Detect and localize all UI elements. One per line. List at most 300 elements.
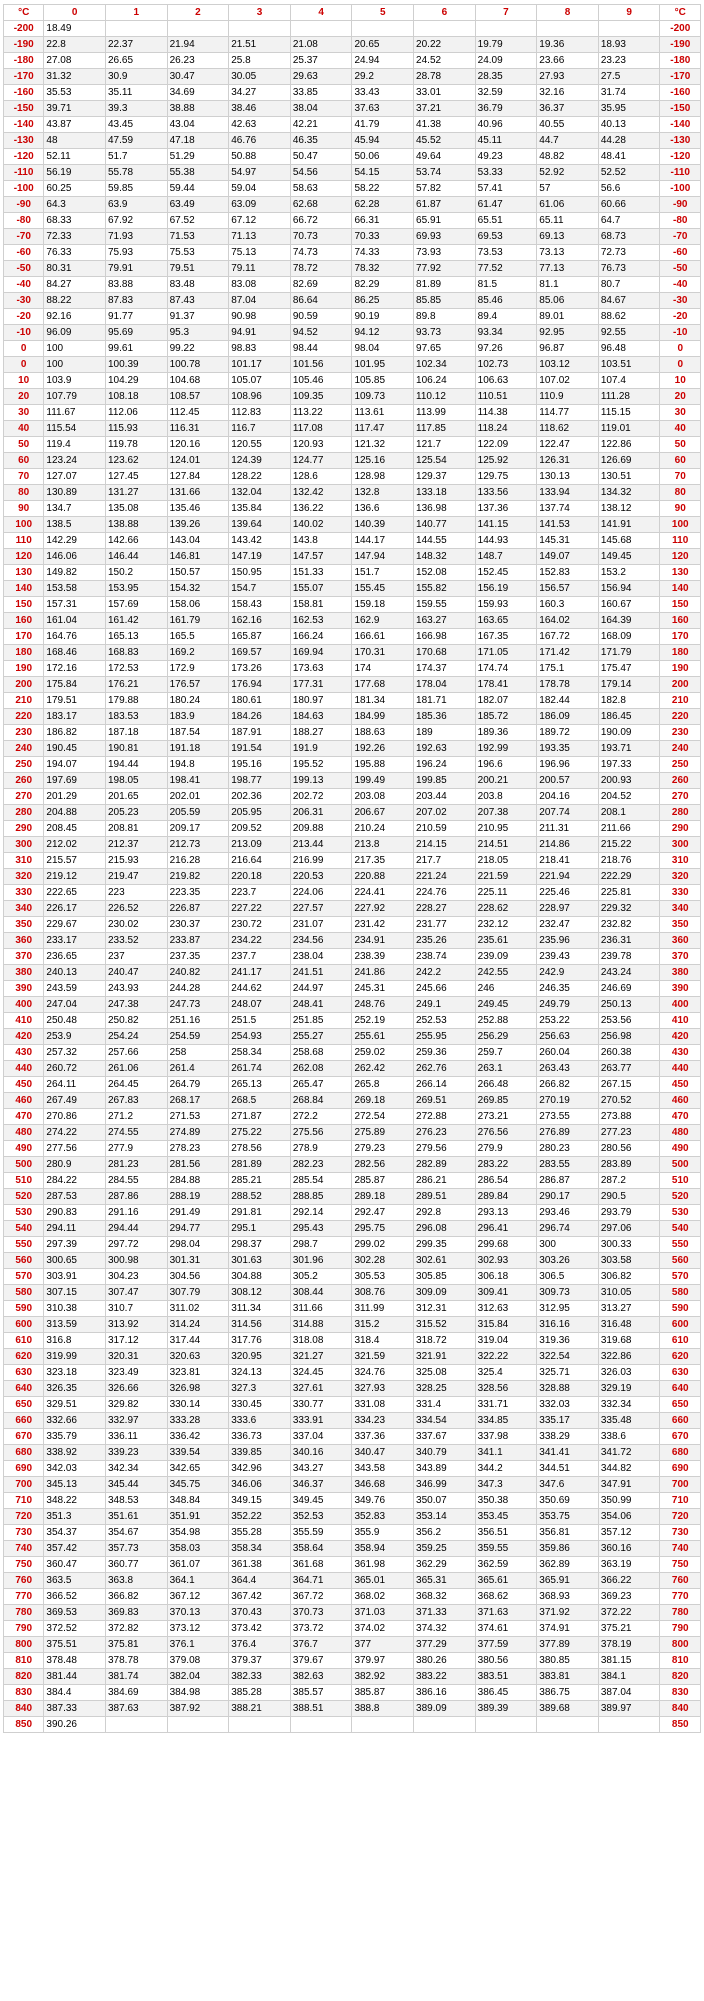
cell: 163.27 (414, 613, 476, 629)
cell: 347.91 (598, 1477, 660, 1493)
row-header-right: -10 (660, 325, 701, 341)
cell: 150.57 (167, 565, 229, 581)
cell: 313.27 (598, 1301, 660, 1317)
cell: 381.15 (598, 1653, 660, 1669)
cell: 104.29 (106, 373, 168, 389)
cell: 341.72 (598, 1445, 660, 1461)
row-header-right: 270 (660, 789, 701, 805)
cell: 291.81 (229, 1205, 291, 1221)
cell: 383.81 (537, 1669, 599, 1685)
cell: 349.76 (352, 1493, 414, 1509)
row-header-left: 0 (4, 341, 44, 357)
cell: 19.36 (537, 37, 599, 53)
cell: 295.75 (352, 1221, 414, 1237)
cell: 290.5 (598, 1189, 660, 1205)
cell: 343.27 (290, 1461, 352, 1477)
cell: 63.09 (229, 197, 291, 213)
cell: 138.88 (106, 517, 168, 533)
cell: 224.06 (290, 885, 352, 901)
cell: 160.3 (537, 597, 599, 613)
cell: 389.68 (537, 1701, 599, 1717)
cell: 83.48 (167, 277, 229, 293)
cell: 55.78 (106, 165, 168, 181)
cell: 70.33 (352, 229, 414, 245)
table-row (4, 1109, 701, 1125)
cell: 52.92 (537, 165, 599, 181)
cell: 161.42 (106, 613, 168, 629)
column-header-4: 4 (290, 5, 352, 21)
cell: 72.33 (44, 229, 106, 245)
cell: 134.7 (44, 501, 106, 517)
table-row (4, 1045, 701, 1061)
table-row (4, 1461, 701, 1477)
cell: 255.27 (290, 1029, 352, 1045)
cell: 180.97 (290, 693, 352, 709)
cell: 289.84 (475, 1189, 537, 1205)
cell: 342.03 (44, 1461, 106, 1477)
cell: 251.16 (167, 1013, 229, 1029)
cell: 244.28 (167, 981, 229, 997)
cell: 100 (44, 357, 106, 373)
cell: 289.18 (352, 1189, 414, 1205)
cell: 75.53 (167, 245, 229, 261)
cell: 162.16 (229, 613, 291, 629)
row-header-left: 170 (4, 629, 44, 645)
temperature-resistance-table (3, 4, 701, 1733)
cell: 66.72 (290, 213, 352, 229)
table-row (4, 821, 701, 837)
cell: 22.8 (44, 37, 106, 53)
cell: 342.34 (106, 1461, 168, 1477)
table-row (4, 69, 701, 85)
table-row (4, 1253, 701, 1269)
cell: 29.63 (290, 69, 352, 85)
table-row (4, 1477, 701, 1493)
cell (537, 1717, 599, 1733)
row-header-right: -160 (660, 85, 701, 101)
cell: 374.02 (352, 1621, 414, 1637)
table-row (4, 213, 701, 229)
cell: 114.38 (475, 405, 537, 421)
cell: 89.8 (414, 309, 476, 325)
cell: 296.08 (414, 1221, 476, 1237)
cell: 129.37 (414, 469, 476, 485)
cell: 338.29 (537, 1429, 599, 1445)
cell: 333.91 (290, 1413, 352, 1429)
cell: 334.54 (414, 1413, 476, 1429)
cell: 347.3 (475, 1477, 537, 1493)
cell: 270.86 (44, 1109, 106, 1125)
cell: 252.19 (352, 1013, 414, 1029)
cell: 221.94 (537, 869, 599, 885)
row-header-left: 130 (4, 565, 44, 581)
cell: 147.19 (229, 549, 291, 565)
cell: 192.26 (352, 741, 414, 757)
cell: 112.45 (167, 405, 229, 421)
cell: 220.18 (229, 869, 291, 885)
cell: 216.28 (167, 853, 229, 869)
cell: 64.7 (598, 213, 660, 229)
row-header-right: 510 (660, 1173, 701, 1189)
cell: 387.04 (598, 1685, 660, 1701)
cell: 262.76 (414, 1061, 476, 1077)
cell: 315.84 (475, 1317, 537, 1333)
cell: 188.63 (352, 725, 414, 741)
row-header-right: 330 (660, 885, 701, 901)
cell: 269.85 (475, 1093, 537, 1109)
cell: 88.62 (598, 309, 660, 325)
table-row (4, 997, 701, 1013)
cell: 49.23 (475, 149, 537, 165)
cell: 263.77 (598, 1061, 660, 1077)
cell: 78.32 (352, 261, 414, 277)
cell: 200.93 (598, 773, 660, 789)
cell: 47.59 (106, 133, 168, 149)
cell: 45.11 (475, 133, 537, 149)
cell: 139.26 (167, 517, 229, 533)
cell: 328.25 (414, 1381, 476, 1397)
cell: 300.65 (44, 1253, 106, 1269)
cell: 185.72 (475, 709, 537, 725)
cell: 288.52 (229, 1189, 291, 1205)
table-row (4, 773, 701, 789)
cell: 357.42 (44, 1541, 106, 1557)
cell: 36.37 (537, 101, 599, 117)
cell: 24.94 (352, 53, 414, 69)
cell: 45.94 (352, 133, 414, 149)
row-header-left: 40 (4, 421, 44, 437)
row-header-right: 320 (660, 869, 701, 885)
cell: 96.48 (598, 341, 660, 357)
cell: 27.08 (44, 53, 106, 69)
cell: 345.44 (106, 1477, 168, 1493)
row-header-right: 260 (660, 773, 701, 789)
row-header-left: -140 (4, 117, 44, 133)
cell: 353.14 (414, 1509, 476, 1525)
row-header-left: 830 (4, 1685, 44, 1701)
cell: 327.61 (290, 1381, 352, 1397)
row-header-right: 360 (660, 933, 701, 949)
cell: 247.04 (44, 997, 106, 1013)
cell: 376.1 (167, 1637, 229, 1653)
cell: 258.68 (290, 1045, 352, 1061)
cell: 261.06 (106, 1061, 168, 1077)
cell: 161.79 (167, 613, 229, 629)
cell: 368.62 (475, 1589, 537, 1605)
cell: 304.23 (106, 1269, 168, 1285)
cell: 295.1 (229, 1221, 291, 1237)
row-header-right: 140 (660, 581, 701, 597)
cell: 167.35 (475, 629, 537, 645)
row-header-right: 790 (660, 1621, 701, 1637)
row-header-left: 630 (4, 1365, 44, 1381)
cell: 191.9 (290, 741, 352, 757)
cell: 327.3 (229, 1381, 291, 1397)
table-row (4, 1717, 701, 1733)
cell: 381.74 (106, 1669, 168, 1685)
cell: 130.89 (44, 485, 106, 501)
cell: 260.04 (537, 1045, 599, 1061)
cell: 372.22 (598, 1605, 660, 1621)
table-row (4, 869, 701, 885)
cell: 237.35 (167, 949, 229, 965)
cell: 171.42 (537, 645, 599, 661)
row-header-left: -40 (4, 277, 44, 293)
cell: 37.63 (352, 101, 414, 117)
cell: 133.94 (537, 485, 599, 501)
cell: 110.12 (414, 389, 476, 405)
cell: 207.74 (537, 805, 599, 821)
cell: 372.82 (106, 1621, 168, 1637)
cell: 202.01 (167, 789, 229, 805)
cell: 240.13 (44, 965, 106, 981)
cell: 363.5 (44, 1573, 106, 1589)
row-header-left: 260 (4, 773, 44, 789)
cell: 266.48 (475, 1077, 537, 1093)
cell: 380.85 (537, 1653, 599, 1669)
cell: 152.45 (475, 565, 537, 581)
cell: 125.54 (414, 453, 476, 469)
cell: 303.58 (598, 1253, 660, 1269)
cell: 371.92 (537, 1605, 599, 1621)
cell: 41.79 (352, 117, 414, 133)
table-row (4, 789, 701, 805)
cell: 312.95 (537, 1301, 599, 1317)
table-row (4, 1173, 701, 1189)
table-row (4, 357, 701, 373)
cell: 110.9 (537, 389, 599, 405)
cell: 105.07 (229, 373, 291, 389)
cell: 265.13 (229, 1077, 291, 1093)
cell: 279.9 (475, 1141, 537, 1157)
cell: 63.9 (106, 197, 168, 213)
cell: 103.12 (537, 357, 599, 373)
table-row (4, 533, 701, 549)
cell: 24.52 (414, 53, 476, 69)
cell: 178.04 (414, 677, 476, 693)
row-header-right: 10 (660, 373, 701, 389)
cell: 241.17 (229, 965, 291, 981)
cell: 116.7 (229, 421, 291, 437)
cell: 282.23 (290, 1157, 352, 1173)
row-header-left: 570 (4, 1269, 44, 1285)
cell: 143.04 (167, 533, 229, 549)
row-header-left: -120 (4, 149, 44, 165)
cell: 324.13 (229, 1365, 291, 1381)
row-header-left: 250 (4, 757, 44, 773)
cell: 105.46 (290, 373, 352, 389)
cell: 181.71 (414, 693, 476, 709)
cell: 375.51 (44, 1637, 106, 1653)
cell: 356.81 (537, 1525, 599, 1541)
cell: 388.21 (229, 1701, 291, 1717)
table-row (4, 581, 701, 597)
row-header-right: 450 (660, 1077, 701, 1093)
cell: 210.95 (475, 821, 537, 837)
cell: 269.51 (414, 1093, 476, 1109)
cell: 321.59 (352, 1349, 414, 1365)
row-header-right: 300 (660, 837, 701, 853)
row-header-left: 770 (4, 1589, 44, 1605)
cell: 246.69 (598, 981, 660, 997)
cell: 350.99 (598, 1493, 660, 1509)
cell: 144.55 (414, 533, 476, 549)
cell: 162.53 (290, 613, 352, 629)
cell: 379.37 (229, 1653, 291, 1669)
cell: 319.99 (44, 1349, 106, 1365)
cell: 294.11 (44, 1221, 106, 1237)
cell: 206.67 (352, 805, 414, 821)
cell: 378.48 (44, 1653, 106, 1669)
cell: 59.85 (106, 181, 168, 197)
cell: 97.65 (414, 341, 476, 357)
row-header-right: 90 (660, 501, 701, 517)
cell: 282.89 (414, 1157, 476, 1173)
cell: 259.7 (475, 1045, 537, 1061)
cell: 103.9 (44, 373, 106, 389)
cell: 330.77 (290, 1397, 352, 1413)
cell: 203.44 (414, 789, 476, 805)
cell: 277.56 (44, 1141, 106, 1157)
cell: 127.45 (106, 469, 168, 485)
cell: 318.08 (290, 1333, 352, 1349)
cell: 166.61 (352, 629, 414, 645)
cell: 107.02 (537, 373, 599, 389)
cell: 166.24 (290, 629, 352, 645)
cell: 316.8 (44, 1333, 106, 1349)
cell: 215.93 (106, 853, 168, 869)
cell: 186.45 (598, 709, 660, 725)
cell: 298.7 (290, 1237, 352, 1253)
cell: 28.78 (414, 69, 476, 85)
cell: 255.61 (352, 1029, 414, 1045)
cell: 170.68 (414, 645, 476, 661)
cell: 231.77 (414, 917, 476, 933)
table-row (4, 1637, 701, 1653)
cell: 152.08 (414, 565, 476, 581)
cell: 106.24 (414, 373, 476, 389)
cell: 341.1 (475, 1445, 537, 1461)
cell: 299.35 (414, 1237, 476, 1253)
cell: 241.86 (352, 965, 414, 981)
row-header-left: 210 (4, 693, 44, 709)
cell: 123.24 (44, 453, 106, 469)
cell: 329.51 (44, 1397, 106, 1413)
cell: 102.73 (475, 357, 537, 373)
table-row (4, 981, 701, 997)
cell: 144.17 (352, 533, 414, 549)
cell: 223 (106, 885, 168, 901)
cell: 287.86 (106, 1189, 168, 1205)
row-header-left: -130 (4, 133, 44, 149)
cell: 267.83 (106, 1093, 168, 1109)
row-header-left: 440 (4, 1061, 44, 1077)
row-header-left: 560 (4, 1253, 44, 1269)
cell: 355.59 (290, 1525, 352, 1541)
cell: 68.73 (598, 229, 660, 245)
row-header-left: 60 (4, 453, 44, 469)
cell: 95.69 (106, 325, 168, 341)
cell: 216.64 (229, 853, 291, 869)
cell: 311.66 (290, 1301, 352, 1317)
cell: 291.49 (167, 1205, 229, 1221)
cell: 278.23 (167, 1141, 229, 1157)
row-header-left: 500 (4, 1157, 44, 1173)
cell: 156.94 (598, 581, 660, 597)
cell: 116.31 (167, 421, 229, 437)
cell: 149.82 (44, 565, 106, 581)
cell: 382.92 (352, 1669, 414, 1685)
cell: 375.21 (598, 1621, 660, 1637)
cell: 60.66 (598, 197, 660, 213)
table-row (4, 549, 701, 565)
cell: 280.9 (44, 1157, 106, 1173)
cell: 168.83 (106, 645, 168, 661)
cell: 130.13 (537, 469, 599, 485)
cell: 309.41 (475, 1285, 537, 1301)
cell: 92.55 (598, 325, 660, 341)
table-row (4, 805, 701, 821)
cell: 287.2 (598, 1173, 660, 1189)
cell: 129.75 (475, 469, 537, 485)
cell: 268.5 (229, 1093, 291, 1109)
cell: 350.07 (414, 1493, 476, 1509)
cell: 288.19 (167, 1189, 229, 1205)
cell: 383.22 (414, 1669, 476, 1685)
cell: 52.52 (598, 165, 660, 181)
cell: 375.81 (106, 1637, 168, 1653)
cell: 240.82 (167, 965, 229, 981)
cell: 387.63 (106, 1701, 168, 1717)
row-header-right: 720 (660, 1509, 701, 1525)
table-row (4, 37, 701, 53)
row-header-right: 710 (660, 1493, 701, 1509)
row-header-right: 640 (660, 1381, 701, 1397)
cell: 326.66 (106, 1381, 168, 1397)
row-header-left: 270 (4, 789, 44, 805)
cell: 275.56 (290, 1125, 352, 1141)
row-header-left: -10 (4, 325, 44, 341)
cell: 225.81 (598, 885, 660, 901)
cell: 247.73 (167, 997, 229, 1013)
cell: 248.41 (290, 997, 352, 1013)
cell: 143.42 (229, 533, 291, 549)
cell: 238.04 (290, 949, 352, 965)
cell: 360.47 (44, 1557, 106, 1573)
table-row (4, 597, 701, 613)
cell: 305.85 (414, 1269, 476, 1285)
cell: 273.21 (475, 1109, 537, 1125)
cell: 260.38 (598, 1045, 660, 1061)
table-row (4, 885, 701, 901)
cell: 135.08 (106, 501, 168, 517)
cell: 250.13 (598, 997, 660, 1013)
row-header-right: 840 (660, 1701, 701, 1717)
cell: 132.42 (290, 485, 352, 501)
cell: 319.68 (598, 1333, 660, 1349)
cell: 351.3 (44, 1509, 106, 1525)
row-header-right: 730 (660, 1525, 701, 1541)
table-row (4, 197, 701, 213)
cell: 182.44 (537, 693, 599, 709)
row-header-right: -80 (660, 213, 701, 229)
cell: 208.1 (598, 805, 660, 821)
cell: 54.56 (290, 165, 352, 181)
cell: 236.65 (44, 949, 106, 965)
cell: 300.98 (106, 1253, 168, 1269)
cell: 153.95 (106, 581, 168, 597)
cell: 199.13 (290, 773, 352, 789)
